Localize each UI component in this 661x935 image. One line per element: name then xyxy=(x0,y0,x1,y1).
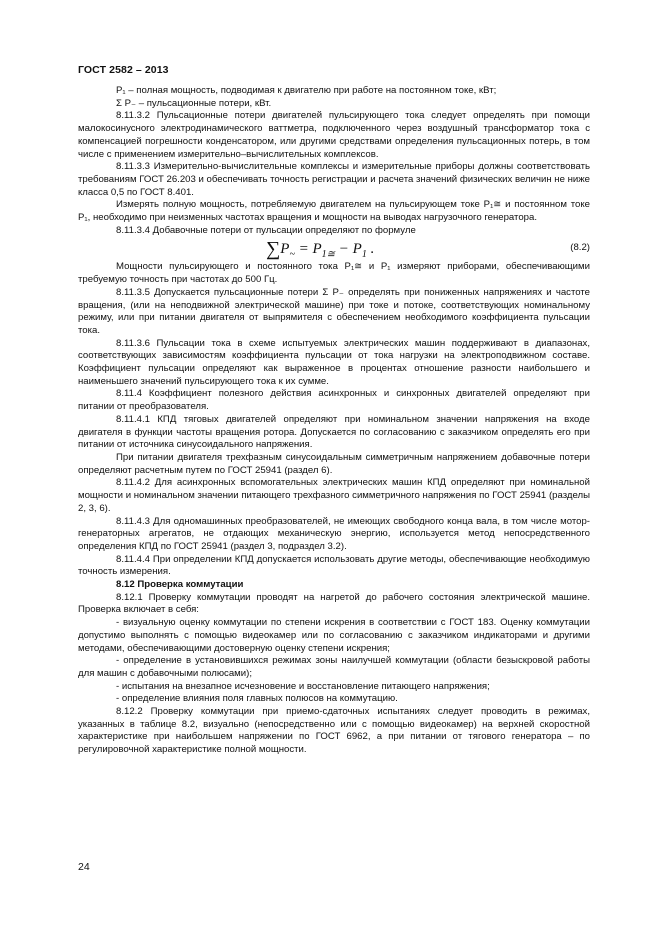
paragraph-8-11-4-4: 8.11.4.4 При определении КПД допускается использовать другие методы, обеспечивающие необходимую точность измерения. xyxy=(78,553,590,578)
paragraph-8-11-4-3: 8.11.4.3 Для одномашинных преобразователей, не имеющих свободного конца вала, в том числе мотор-генераторных агрегатов, не отдающих механическую энергию, используется метод непосредственного определения КПД по ГОСТ 25941 (раздел 3, подраздел 3.2). xyxy=(78,515,590,552)
paragraph-8-12-1: 8.12.1 Проверку коммутации проводят на нагретой до рабочего состояния электрической машине. Проверка включает в себя: xyxy=(78,591,590,616)
formula-term2: P xyxy=(352,241,362,258)
formula-term1-sub: 1≅ xyxy=(321,249,336,261)
formula-dot: . xyxy=(366,241,375,258)
paragraph-8-11-4-2: 8.11.4.2 Для асинхронных вспомогательных электрических машин КПД определяют при номинальной мощности и номинальном значении питающего трехфазного симметричного напряжения по ГОСТ 25941 (разделы 2, 3, 6). xyxy=(78,477,590,514)
formula-equals: = xyxy=(294,241,313,258)
document-header: ГОСТ 2582 – 2013 xyxy=(78,64,169,76)
paragraph-8-11-4: 8.11.4 Коэффициент полезного действия асинхронных и синхронных двигателей определяют при питании от преобразователя. xyxy=(78,388,590,413)
paragraph-three-phase-supply: При питании двигателя трехфазным синусоидальным симметричным напряжением добавочные потери определяют расчетным путем по ГОСТ 25941 (раздел 6). xyxy=(78,451,590,476)
list-item-visual-assessment: - визуальную оценку коммутации по степени искрения в соответствии с ГОСТ 183. Оценку коммутации допустимо выполнять с помощью видеокамер или по согласованию с заказчиком индикаторами и другими методами, обеспечивающими достоверную оценку степени искрения; xyxy=(78,617,590,654)
paragraph-8-12-2: 8.12.2 Проверку коммутации при приемо-сдаточных испытаниях следует проводить в режимах, указанных в таблице 8.2, визуально (непосредственно или с помощью видеокамер) на верхней скоростной характеристике при наибольшем напряжении по ГОСТ 6962, а при питании от тягового генератора – по регулировочной характеристике полной мощности. xyxy=(78,706,590,756)
paragraph-8-11-3-4: 8.11.3.4 Добавочные потери от пульсации определяют по формуле xyxy=(116,224,416,236)
section-title-8-12: 8.12 Проверка коммутации xyxy=(116,579,244,591)
page-body xyxy=(78,85,590,757)
formula-minus: − xyxy=(335,241,353,258)
formula-number: (8.2) xyxy=(570,242,590,254)
formula-lhs-sub: ~ xyxy=(289,249,295,261)
list-item-main-pole-field: - определение влияния поля главных полюсов на коммутацию. xyxy=(116,693,398,705)
paragraph-8-11-3-5: 8.11.3.5 Допускается пульсационные потери Σ P₋ определять при пониженных напряжениях и частоте вращения, (или на неподвижной электрической машине) при токе и потоке, соответствующих номинальному режиму, или при питании двигателя от выпрямителя с обеспечением необходимого коэффициента пульсации тока. xyxy=(78,286,590,336)
paragraph-p1-definition: P₁ – полная мощность, подводимая к двигателю при работе на постоянном токе, кВт; xyxy=(116,85,497,96)
formula-term2-sub: 1 xyxy=(361,249,367,261)
paragraph-power-measurement: Мощности пульсирующего и постоянного тока P₁≅ и P₁ измеряют приборами, обеспечивающими требуемую точность при частотах до 500 Гц. xyxy=(78,261,590,286)
formula-8-2 xyxy=(78,237,590,261)
list-item-voltage-loss-test: - испытания на внезапное исчезновение и восстановление питающего напряжения; xyxy=(116,680,490,692)
list-item-best-commutation-zone: - определение в установившихся режимах зоны наилучшей коммутации (области безыскровой работы для машин с добавочными полюсами); xyxy=(78,655,590,679)
paragraph-8-11-3-3: 8.11.3.3 Измерительно-вычислительные комплексы и измерительные приборы должны соответствовать требованиям ГОСТ 26.203 и обеспечивать точность регистрации и расчета значений физических величин не ниже класса 0,5 по ГОСТ 8.401. xyxy=(78,161,590,198)
formula-term1: P xyxy=(312,241,322,258)
paragraph-measure-power: Измерять полную мощность, потребляемую двигателем на пульсирующем токе P₁≅ и постоянном токе P₁, необходимо при неизменных частотах вращения и мощности на выводах нагрузочного генератора. xyxy=(78,199,590,224)
formula-expression xyxy=(266,237,374,267)
sum-symbol: ∑ xyxy=(266,238,281,261)
paragraph-pulsation-loss-definition: Σ P₋ – пульсационные потери, кВт. xyxy=(116,97,272,109)
page-number: 24 xyxy=(78,861,90,873)
formula-lhs: P xyxy=(280,241,290,258)
paragraph-8-11-3-2: 8.11.3.2 Пульсационные потери двигателей пульсирующего тока следует определять при помощи малокосинусного электродинамического ваттметра, подключенного через воздушный трансформатор тока с компенсацией погрешности конденсатором, или другими средствами определения пульсационных потерь, в том числе с применением измерительно–вычислительных комплексов. xyxy=(78,110,590,160)
paragraph-8-11-3-6: 8.11.3.6 Пульсации тока в схеме испытуемых электрических машин поддерживают в диапазонах, соответствующих зависимостям коэффициента пульсации от тока нагрузки на электроподвижном составе. Коэффициент пульсации определяют как выраженное в процентах отношение разности наибольшего и наименьшего значений пульсирующего тока к их сумме. xyxy=(78,337,590,387)
paragraph-8-11-4-1: 8.11.4.1 КПД тяговых двигателей определяют при номинальном значении напряжения на входе двигателя в функции частоты вращения ротора. Допускается по согласованию с заказчиком определять его при питании от источника синусоидального напряжения. xyxy=(78,413,590,451)
